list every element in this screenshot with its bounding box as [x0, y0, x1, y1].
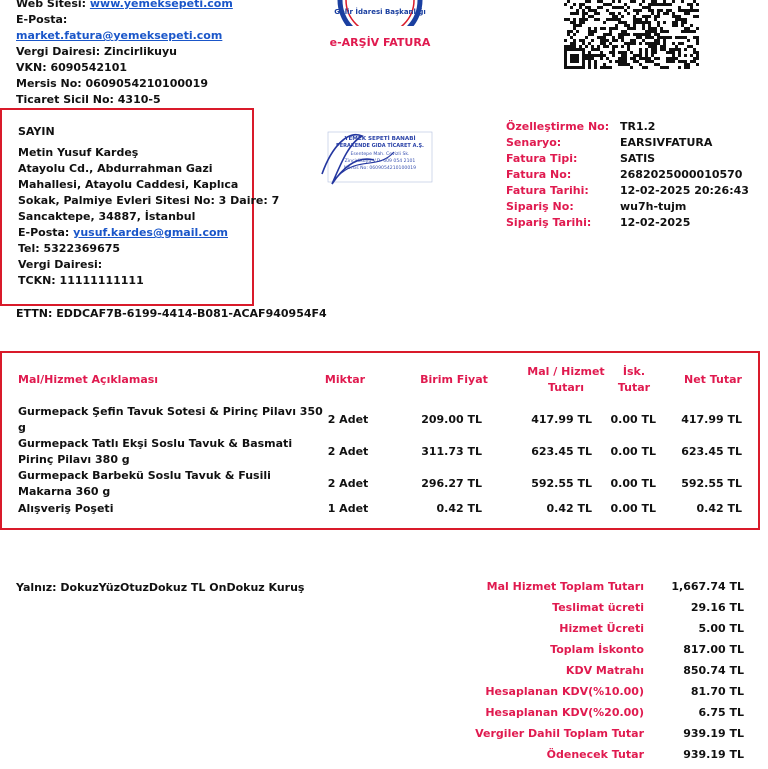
total-row — [440, 643, 744, 664]
total-label: Mal Hizmet Toplam Tutarı — [486, 580, 644, 593]
row-desc-line2: Makarna 360 g — [18, 485, 111, 498]
row-discount: 0.00 TL — [610, 413, 656, 426]
total-label: Toplam İskonto — [550, 643, 644, 656]
total-value: 939.19 TL — [683, 748, 744, 761]
seller-mersis: Mersis No: 0609054210100019 — [16, 77, 208, 90]
buyer-tel: Tel: 5322369675 — [18, 242, 121, 255]
th-amount — [520, 364, 612, 396]
row-unit-price: 0.42 TL — [436, 502, 482, 515]
row-unit-price: 311.73 TL — [421, 445, 482, 458]
total-row — [440, 748, 744, 769]
total-value: 817.00 TL — [683, 643, 744, 656]
total-row — [440, 706, 744, 727]
row-desc-line1: Gurmepack Şefin Tavuk Sotesi & Pirinç Pilavı 350 — [18, 405, 323, 418]
meta-row — [506, 135, 749, 151]
row-discount: 0.00 TL — [610, 445, 656, 458]
table-row-desc — [18, 468, 300, 500]
total-label: Ödenecek Tutar — [546, 748, 644, 761]
total-row — [440, 580, 744, 601]
row-qty: 1 Adet — [327, 502, 369, 515]
total-label: Hizmet Ücreti — [559, 622, 644, 635]
total-row — [440, 727, 744, 748]
buyer-info — [18, 124, 280, 289]
gib-seal-logo — [330, 0, 430, 26]
meta-label: Sipariş No: — [506, 200, 574, 213]
meta-label: Fatura No: — [506, 168, 572, 181]
total-label: Hesaplanan KDV(%10.00) — [485, 685, 644, 698]
stamp-line5: Mersis No: 0609054210100019 — [343, 166, 417, 171]
buyer-email-link[interactable]: yusuf.kardes@gmail.com — [73, 226, 228, 239]
stamp-line4: Zincirlikuyu V.D. 609 054 2101 — [344, 159, 416, 164]
th-discount-line1: İsk. — [622, 365, 646, 378]
website-label: Web Sitesi: — [16, 0, 87, 10]
row-qty: 2 Adet — [327, 413, 369, 426]
seller-email-label: E-Posta: — [16, 13, 68, 26]
meta-row — [506, 119, 749, 135]
th-amount-line2: Tutarı — [547, 381, 584, 394]
table-row-desc — [18, 436, 300, 468]
buyer-tax-office: Vergi Dairesi: — [18, 258, 103, 271]
seal-text: Gelir İdaresi Başkanlığı — [334, 8, 426, 16]
ettn: ETTN: EDDCAF7B-6199-4414-B081-ACAF940954F4 — [16, 307, 327, 320]
total-value: 81.70 TL — [690, 685, 744, 698]
document-type: e-ARŞİV FATURA — [329, 36, 431, 49]
meta-row — [506, 183, 749, 199]
row-desc-line1: Gurmepack Barbekü Soslu Tavuk & Fusili — [18, 469, 271, 482]
total-value: 939.19 TL — [683, 727, 744, 740]
row-desc-line2: Pirinç Pilavı 380 g — [18, 453, 130, 466]
table-row-desc — [18, 404, 323, 436]
row-amount: 0.42 TL — [546, 502, 592, 515]
seller-trade-reg: Ticaret Sicil No: 4310-5 — [16, 93, 161, 106]
row-qty: 2 Adet — [327, 445, 369, 458]
total-row — [440, 622, 744, 643]
row-desc-line1: Gurmepack Tatlı Ekşi Soslu Tavuk & Basmati — [18, 437, 293, 450]
row-qty: 2 Adet — [327, 477, 369, 490]
row-net: 623.45 TL — [681, 445, 742, 458]
buyer-address-1: Atayolu Cd., Abdurrahman Gazi — [18, 162, 213, 175]
meta-label: Sipariş Tarihi: — [506, 216, 592, 229]
seller-website-link[interactable]: www.yemeksepeti.com — [89, 0, 233, 10]
buyer-tckn: TCKN: 11111111111 — [18, 274, 144, 287]
total-value: 29.16 TL — [690, 601, 744, 614]
row-net: 417.99 TL — [681, 413, 742, 426]
stamp-line3: Esentepe Mah. Cevizli Sk. — [350, 152, 410, 157]
amount-in-words: Yalnız: DokuzYüzOtuzDokuz TL OnDokuz Kuruş — [16, 581, 305, 594]
meta-label: Fatura Tipi: — [506, 152, 578, 165]
seller-info — [16, 0, 276, 108]
total-label: Vergiler Dahil Toplam Tutar — [475, 727, 644, 740]
row-amount: 623.45 TL — [531, 445, 592, 458]
row-amount: 592.55 TL — [531, 477, 592, 490]
total-value: 850.74 TL — [683, 664, 744, 677]
total-row — [440, 685, 744, 706]
buyer-name: Metin Yusuf Kardeş — [18, 146, 139, 159]
row-net: 0.42 TL — [696, 502, 742, 515]
buyer-address-2: Mahallesi, Atayolu Caddesi, Kaplıca — [18, 178, 239, 191]
total-row — [440, 664, 744, 685]
buyer-sayin: SAYIN — [18, 125, 55, 138]
buyer-address-4: Sancaktepe, 34887, İstanbul — [18, 210, 196, 223]
meta-value: SATIS — [620, 152, 656, 165]
total-label: Teslimat ücreti — [552, 601, 644, 614]
meta-row — [506, 199, 749, 215]
total-value: 5.00 TL — [698, 622, 744, 635]
th-discount-line2: Tutar — [617, 381, 651, 394]
row-net: 592.55 TL — [681, 477, 742, 490]
meta-row — [506, 151, 749, 167]
meta-value: 12-02-2025 20:26:43 — [620, 184, 749, 197]
meta-label: Senaryo: — [506, 136, 562, 149]
company-stamp — [318, 126, 434, 188]
row-desc-line2: g — [18, 421, 26, 434]
seller-vkn: VKN: 6090542101 — [16, 61, 128, 74]
row-discount: 0.00 TL — [610, 502, 656, 515]
seller-tax-office: Vergi Dairesi: Zincirlikuyu — [16, 45, 178, 58]
buyer-email-label: E-Posta: — [18, 226, 70, 239]
stamp-line1: YEMEK SEPETİ BANABİ — [344, 136, 416, 142]
th-unit-price: Birim Fiyat — [420, 373, 488, 386]
th-net: Net Tutar — [684, 373, 742, 386]
row-discount: 0.00 TL — [610, 477, 656, 490]
qr-code — [564, 0, 700, 70]
total-value: 1,667.74 TL — [671, 580, 744, 593]
meta-row — [506, 215, 749, 231]
row-desc-line1: Alışveriş Poşeti — [18, 502, 114, 515]
meta-label: Fatura Tarihi: — [506, 184, 589, 197]
total-value: 6.75 TL — [698, 706, 744, 719]
buyer-address-3: Sokak, Palmiye Evleri Sitesi No: 3 Daire: 7 — [18, 194, 280, 207]
seller-email-link[interactable]: market.fatura@yemeksepeti.com — [16, 29, 223, 42]
th-description: Mal/Hizmet Açıklaması — [18, 373, 159, 386]
th-amount-line1: Mal / Hizmet — [527, 365, 605, 378]
row-unit-price: 296.27 TL — [421, 477, 482, 490]
total-row — [440, 601, 744, 622]
meta-value: TR1.2 — [620, 120, 656, 133]
meta-value: 2682025000010570 — [620, 168, 743, 181]
row-amount: 417.99 TL — [531, 413, 592, 426]
stamp-line2: PERAKENDE GIDA TİCARET A.Ş. — [336, 143, 424, 149]
meta-value: wu7h-tujm — [620, 200, 687, 213]
meta-label: Özelleştirme No: — [506, 120, 610, 133]
meta-value: EARSIVFATURA — [620, 136, 713, 149]
th-quantity: Miktar — [324, 373, 366, 386]
total-label: KDV Matrahı — [565, 664, 644, 677]
meta-value: 12-02-2025 — [620, 216, 691, 229]
total-label: Hesaplanan KDV(%20.00) — [485, 706, 644, 719]
meta-row — [506, 167, 749, 183]
row-unit-price: 209.00 TL — [421, 413, 482, 426]
th-discount — [606, 364, 662, 396]
invoice-meta — [506, 119, 749, 231]
